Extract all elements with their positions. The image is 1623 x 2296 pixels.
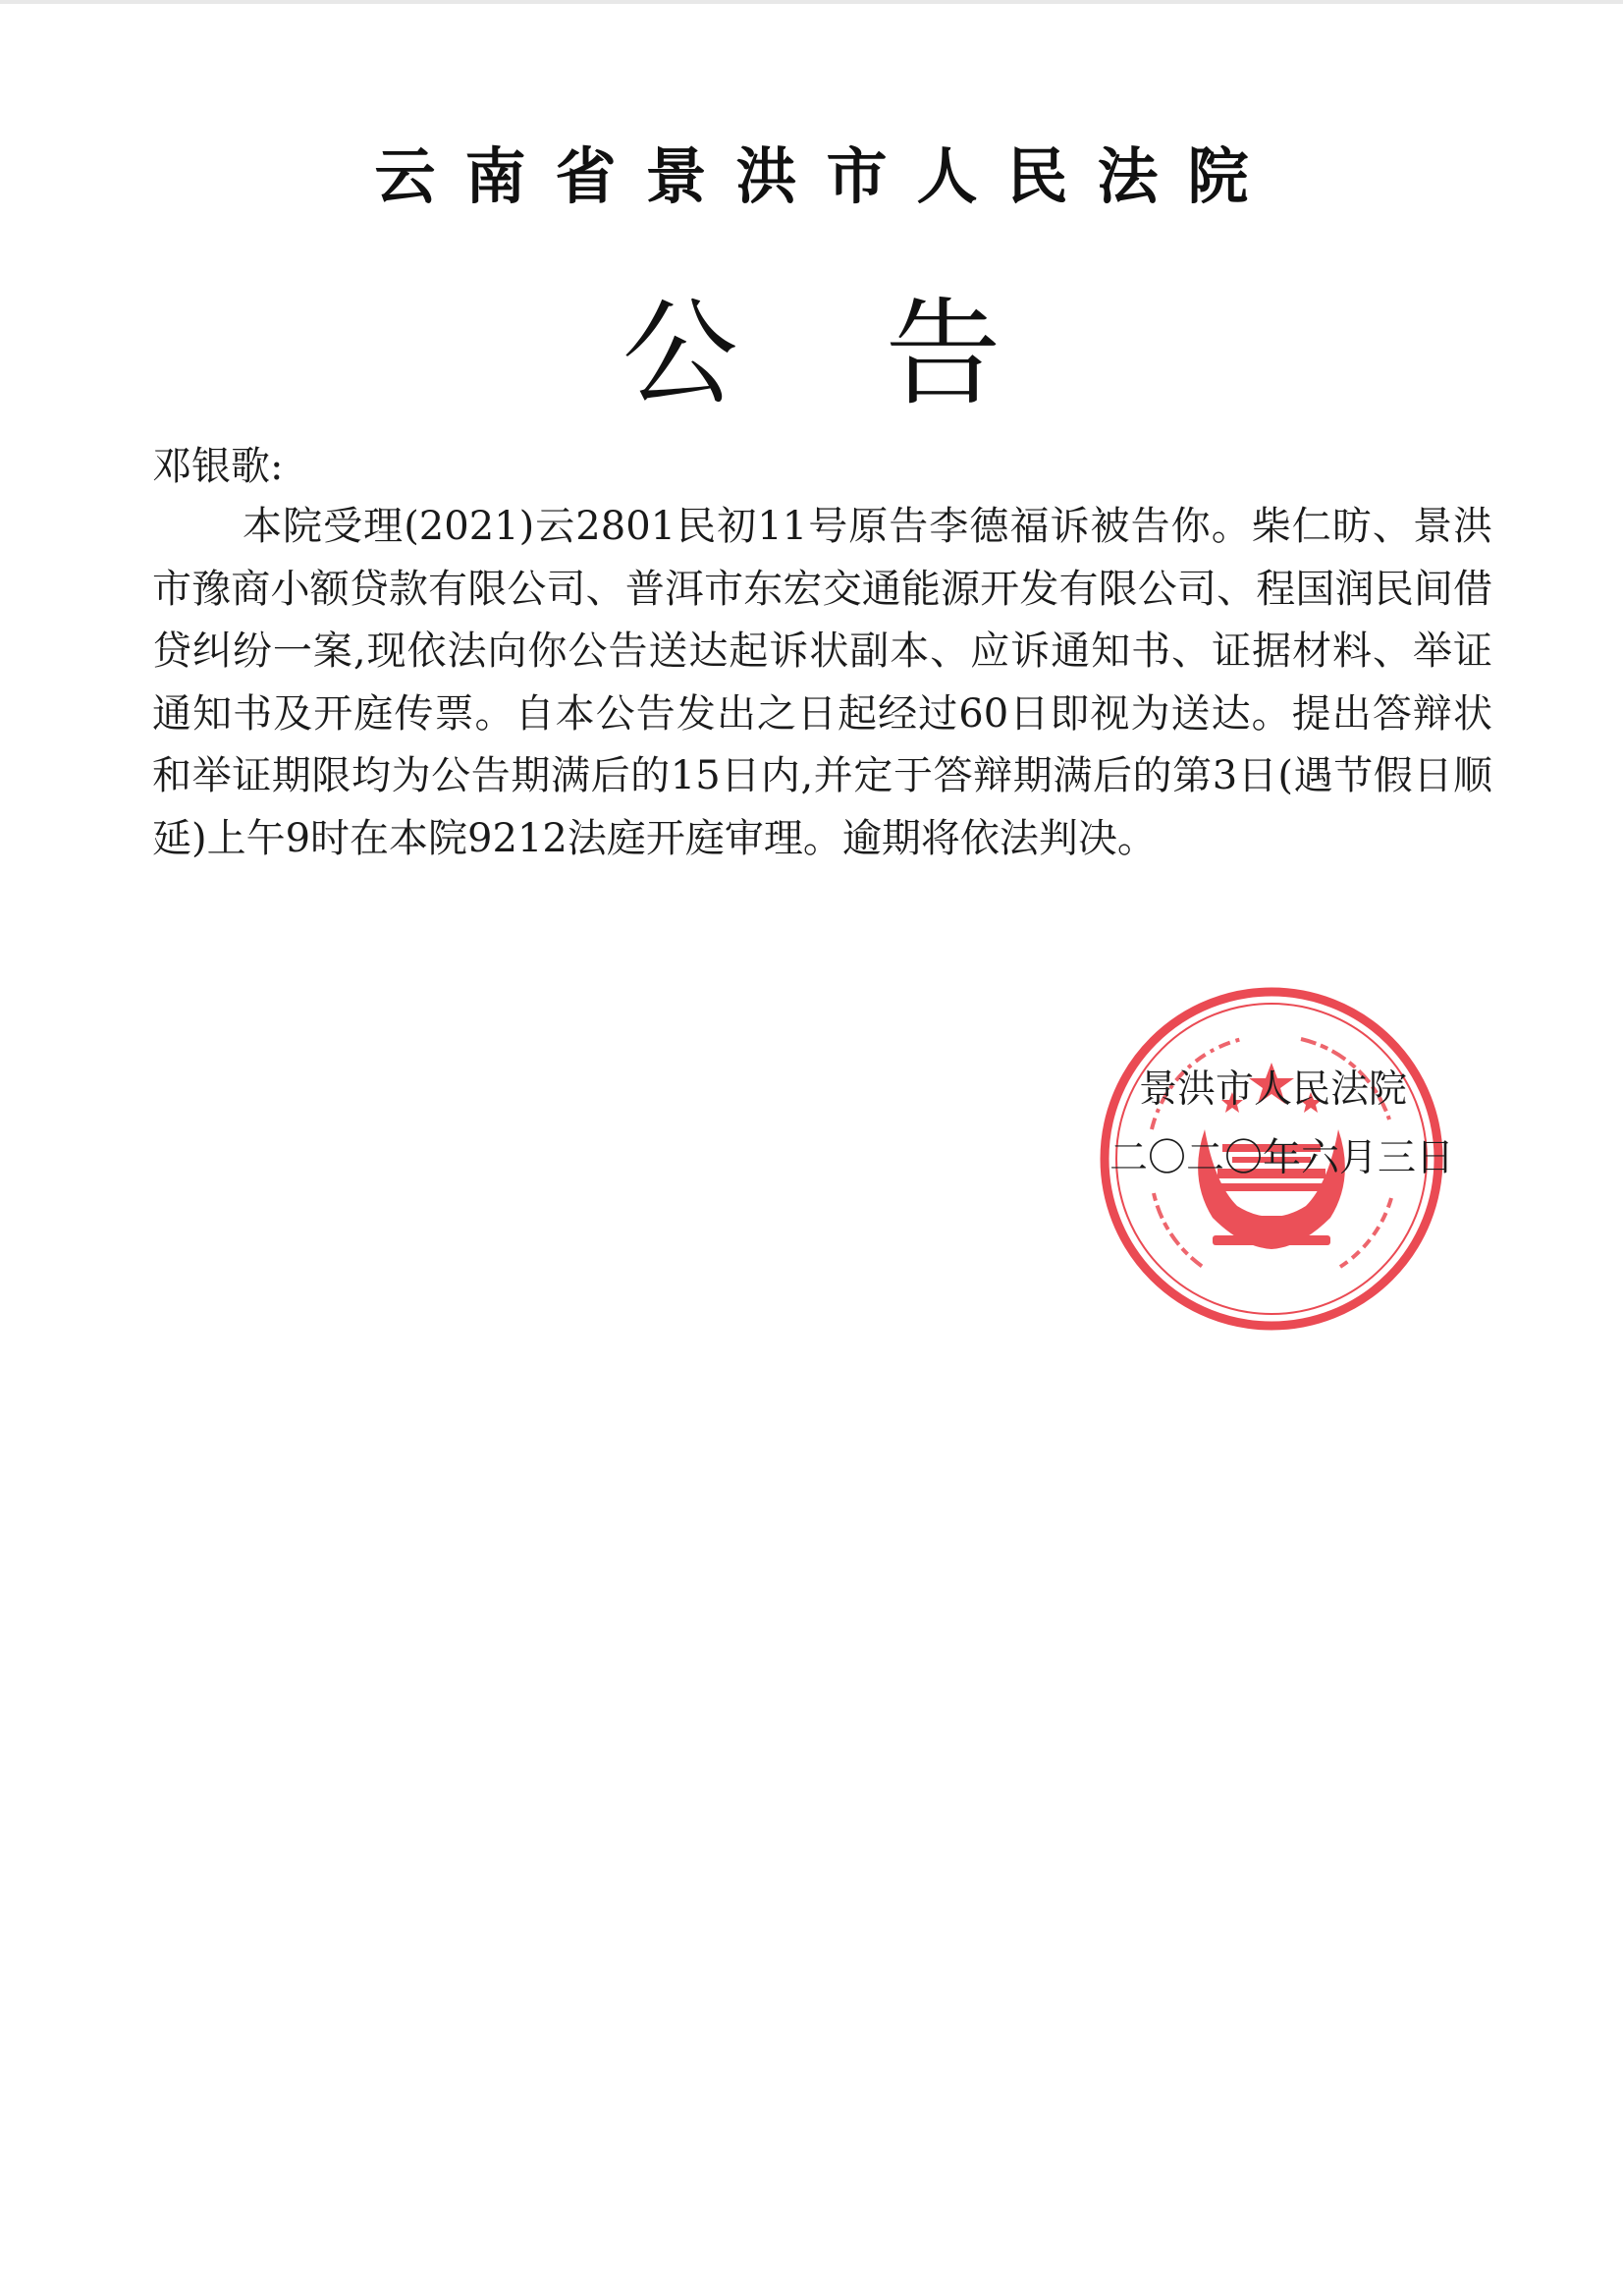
court-name-heading: 云南省景洪市人民法院 (374, 140, 1278, 212)
signature-court-name: 景洪市人民法院 (1139, 1067, 1408, 1112)
signature-block (1109, 1056, 1502, 1193)
addressee: 邓银歌: (152, 444, 284, 489)
notice-body: 本院受理(2021)云2801民初11号原告李德福诉被告你。柴仁昉、景洪市豫商小额贷款有限公司、普洱市东宏交通能源开发有限公司、程国润民间借贷纠纷一案,现依法向你公告送达起诉状副本、应诉通知书、证据材料、举证通知书及开庭传票。自本公告发出之日起经过60日即视为送达。提出答辩状和举证期限均为公告期满后的15日内,并定于答辩期满后的第3日(遇节假日顺延)上午9时在本院9212法庭开庭审理。逾期将依法判决。 (152, 504, 1492, 861)
signature-date: 二〇二〇年六月三日 (1109, 1136, 1455, 1180)
scan-edge (0, 0, 1623, 4)
notice-title: 公告 (622, 286, 1149, 421)
